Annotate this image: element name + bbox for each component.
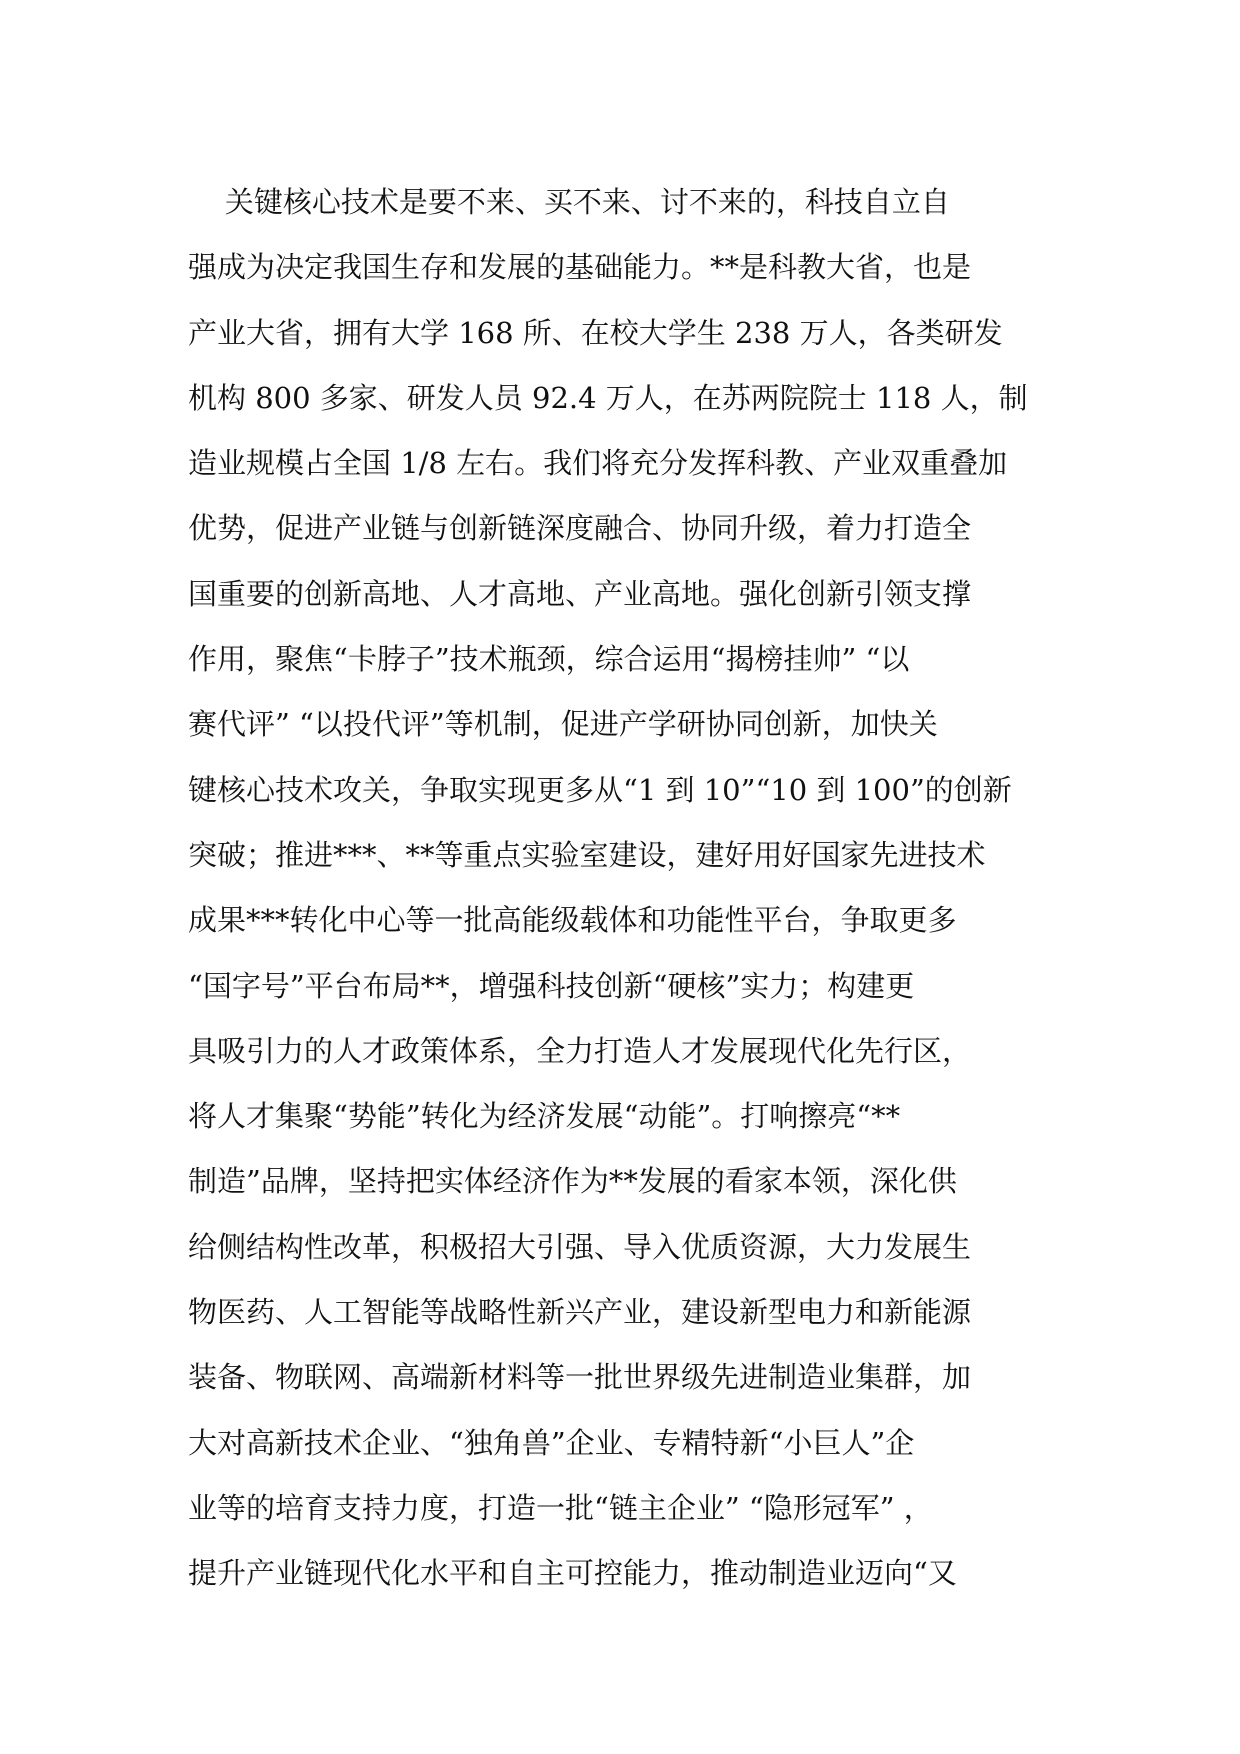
- paragraph-line: 将人才集聚“势能”转化为经济发展“动能”。打响擦亮“**: [188, 1099, 901, 1134]
- paragraph-line: “国字号”平台布局**，增强科技创新“硬核”实力；构建更: [188, 968, 915, 1003]
- paragraph-line: 给侧结构性改革，积极招大引强、导入优质资源，大力发展生: [188, 1229, 972, 1264]
- paragraph-line: 赛代评” “以投代评”等机制，促进产学研协同创新，加快关: [188, 707, 938, 742]
- paragraph-line: 作用，聚焦“卡脖子”技术瓶颈，综合运用“揭榜挂帅” “以: [188, 642, 910, 677]
- paragraph-line: 优势，促进产业链与创新链深度融合、协同升级，着力打造全: [188, 511, 972, 546]
- paragraph-line: 键核心技术攻关，争取实现更多从“1 到 10”“10 到 100”的创新: [188, 772, 1012, 807]
- paragraph-line: 国重要的创新高地、人才高地、产业高地。强化创新引领支撑: [188, 576, 972, 611]
- paragraph-line: 强成为决定我国生存和发展的基础能力。**是科教大省，也是: [188, 250, 972, 285]
- body-paragraph: [188, 170, 1058, 1607]
- paragraph-line: 产业大省，拥有大学 168 所、在校大学生 238 万人，各类研发: [188, 315, 1003, 350]
- paragraph-line: 物医药、人工智能等战略性新兴产业，建设新型电力和新能源: [188, 1295, 972, 1330]
- paragraph-line: 造业规模占全国 1/8 左右。我们将充分发挥科教、产业双重叠加: [188, 446, 1008, 481]
- paragraph-line: 成果***转化中心等一批高能级载体和功能性平台，争取更多: [188, 903, 957, 938]
- paragraph-line: 装备、物联网、高端新材料等一批世界级先进制造业集群，加: [188, 1360, 972, 1395]
- paragraph-line: 提升产业链现代化水平和自主可控能力，推动制造业迈向“又: [188, 1556, 957, 1591]
- paragraph-line: 制造”品牌，坚持把实体经济作为**发展的看家本领，深化供: [188, 1164, 957, 1199]
- paragraph-line: 机构 800 多家、研发人员 92.4 万人，在苏两院院士 118 人，制: [188, 380, 1028, 415]
- paragraph-line: 关键核心技术是要不来、买不来、讨不来的，科技自立自: [188, 185, 950, 219]
- paragraph-line: 大对高新技术企业、“独角兽”企业、专精特新“小巨人”企: [188, 1425, 915, 1460]
- paragraph-line: 具吸引力的人才政策体系，全力打造人才发展现代化先行区，: [188, 1033, 972, 1068]
- paragraph-line: 业等的培育支持力度，打造一批“链主企业” “隐形冠军” ，: [188, 1490, 933, 1525]
- paragraph-line: 突破；推进***、**等重点实验室建设，建好用好国家先进技术: [188, 837, 986, 872]
